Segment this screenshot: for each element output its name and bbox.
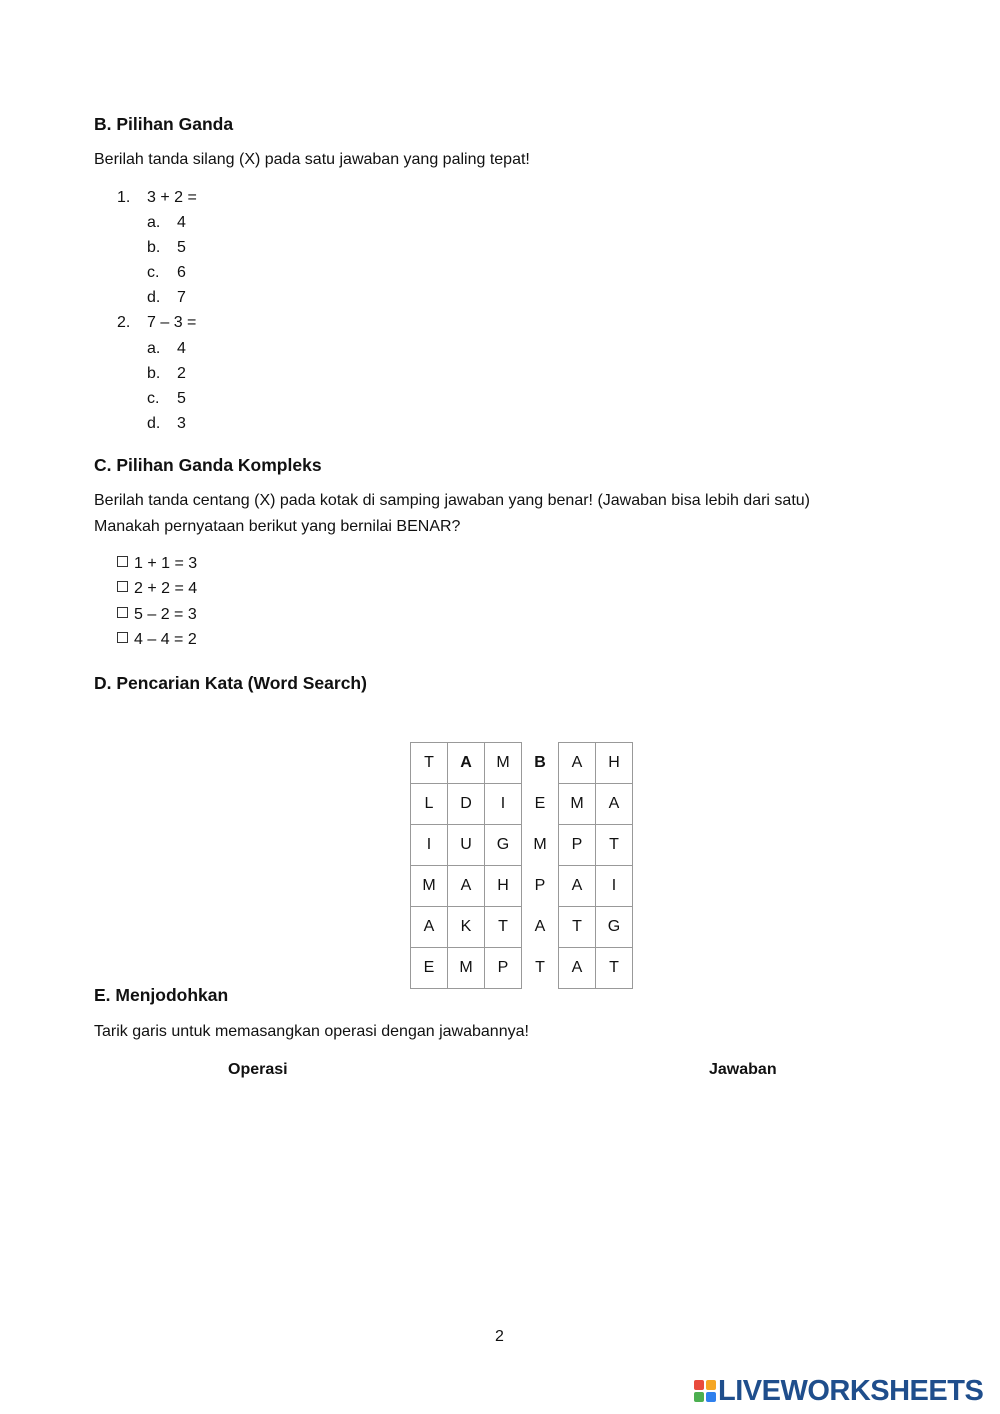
option-value: 3 xyxy=(177,415,186,432)
grid-cell[interactable]: T xyxy=(559,907,596,948)
grid-cell[interactable]: A xyxy=(448,743,485,784)
grid-cell[interactable]: E xyxy=(534,795,546,812)
option-letter: c. xyxy=(147,390,160,407)
brand-mark-icon xyxy=(694,1380,716,1402)
grid-cell[interactable]: G xyxy=(596,907,633,948)
grid-cell[interactable]: A xyxy=(559,948,596,989)
section-e-heading: E. Menjodohkan xyxy=(94,985,229,1005)
question-text: 3 + 2 = xyxy=(147,189,197,206)
grid-cell[interactable]: I xyxy=(596,866,633,907)
checkbox-statement[interactable] xyxy=(117,606,197,624)
option-letter: d. xyxy=(147,415,161,432)
section-b-heading: B. Pilihan Ganda xyxy=(94,114,234,134)
grid-cell[interactable]: P xyxy=(559,825,596,866)
checkbox-statement[interactable] xyxy=(117,580,197,598)
grid-cell[interactable]: T xyxy=(596,825,633,866)
grid-cell[interactable]: I xyxy=(411,825,448,866)
grid-cell[interactable]: H xyxy=(596,743,633,784)
column-header-operasi: Operasi xyxy=(228,1061,288,1078)
grid-cell[interactable]: T xyxy=(411,743,448,784)
option-value: 2 xyxy=(177,365,186,382)
option-value: 5 xyxy=(177,239,186,256)
grid-cell[interactable]: G xyxy=(485,825,522,866)
statement-text: 4 – 4 = 2 xyxy=(134,631,197,648)
grid-cell[interactable]: M xyxy=(411,866,448,907)
checkbox-statement[interactable] xyxy=(117,631,197,649)
grid-cell[interactable]: A xyxy=(559,866,596,907)
option-letter: b. xyxy=(147,365,161,382)
checkbox-statement[interactable] xyxy=(117,555,197,573)
section-e-instruction: Tarik garis untuk memasangkan operasi dengan jawabannya! xyxy=(94,1023,529,1040)
option-letter: b. xyxy=(147,239,161,256)
grid-cell[interactable]: U xyxy=(448,825,485,866)
liveworksheets-logo xyxy=(694,1376,983,1406)
checkbox-icon[interactable] xyxy=(117,556,128,567)
section-b-instruction: Berilah tanda silang (X) pada satu jawaban yang paling tepat! xyxy=(94,151,530,168)
statement-text: 2 + 2 = 4 xyxy=(134,580,198,597)
grid-cell[interactable]: M xyxy=(485,743,522,784)
option-letter: d. xyxy=(147,289,161,306)
grid-cell[interactable]: M xyxy=(559,784,596,825)
grid-cell[interactable]: A xyxy=(534,918,546,935)
grid-cell[interactable]: L xyxy=(411,784,448,825)
grid-cell[interactable]: M xyxy=(533,836,547,853)
grid-cell[interactable]: P xyxy=(485,948,522,989)
brand-name: LIVEWORKSHEETS xyxy=(718,1375,984,1407)
grid-cell[interactable]: T xyxy=(596,948,633,989)
grid-cell[interactable]: M xyxy=(448,948,485,989)
statement-text: 1 + 1 = 3 xyxy=(134,555,198,572)
checkbox-icon[interactable] xyxy=(117,607,128,618)
option-value: 7 xyxy=(177,289,186,306)
section-c-instruction: Berilah tanda centang (X) pada kotak di samping jawaban yang benar! (Jawaban bisa lebih dari satu) xyxy=(94,492,810,509)
option-value: 4 xyxy=(177,214,186,231)
section-c-question: Manakah pernyataan berikut yang bernilai BENAR? xyxy=(94,518,461,535)
grid-cell[interactable]: D xyxy=(448,784,485,825)
grid-cell[interactable]: B xyxy=(534,754,546,771)
option-value: 5 xyxy=(177,390,186,407)
grid-cell[interactable]: E xyxy=(411,948,448,989)
page-number: 2 xyxy=(495,1328,504,1345)
grid-cell[interactable]: T xyxy=(535,959,545,976)
grid-cell[interactable]: A xyxy=(559,743,596,784)
section-d-heading: D. Pencarian Kata (Word Search) xyxy=(94,673,367,693)
section-c-heading: C. Pilihan Ganda Kompleks xyxy=(94,455,322,475)
checkbox-icon[interactable] xyxy=(117,632,128,643)
option-letter: a. xyxy=(147,340,161,357)
question-text: 7 – 3 = xyxy=(147,314,197,331)
option-letter: a. xyxy=(147,214,161,231)
option-letter: c. xyxy=(147,264,160,281)
grid-cell[interactable]: P xyxy=(534,877,546,894)
grid-cell[interactable]: T xyxy=(485,907,522,948)
checkbox-icon[interactable] xyxy=(117,581,128,592)
question-number: 2. xyxy=(117,314,131,331)
option-value: 4 xyxy=(177,340,186,357)
question-number: 1. xyxy=(117,189,131,206)
grid-cell[interactable]: H xyxy=(485,866,522,907)
grid-cell[interactable]: A xyxy=(448,866,485,907)
grid-cell[interactable]: K xyxy=(448,907,485,948)
option-value: 6 xyxy=(177,264,186,281)
word-search-grid xyxy=(410,742,633,989)
grid-cell[interactable]: I xyxy=(485,784,522,825)
column-header-jawaban: Jawaban xyxy=(709,1061,777,1078)
grid-cell[interactable]: A xyxy=(411,907,448,948)
statement-text: 5 – 2 = 3 xyxy=(134,606,197,623)
grid-cell[interactable]: A xyxy=(596,784,633,825)
